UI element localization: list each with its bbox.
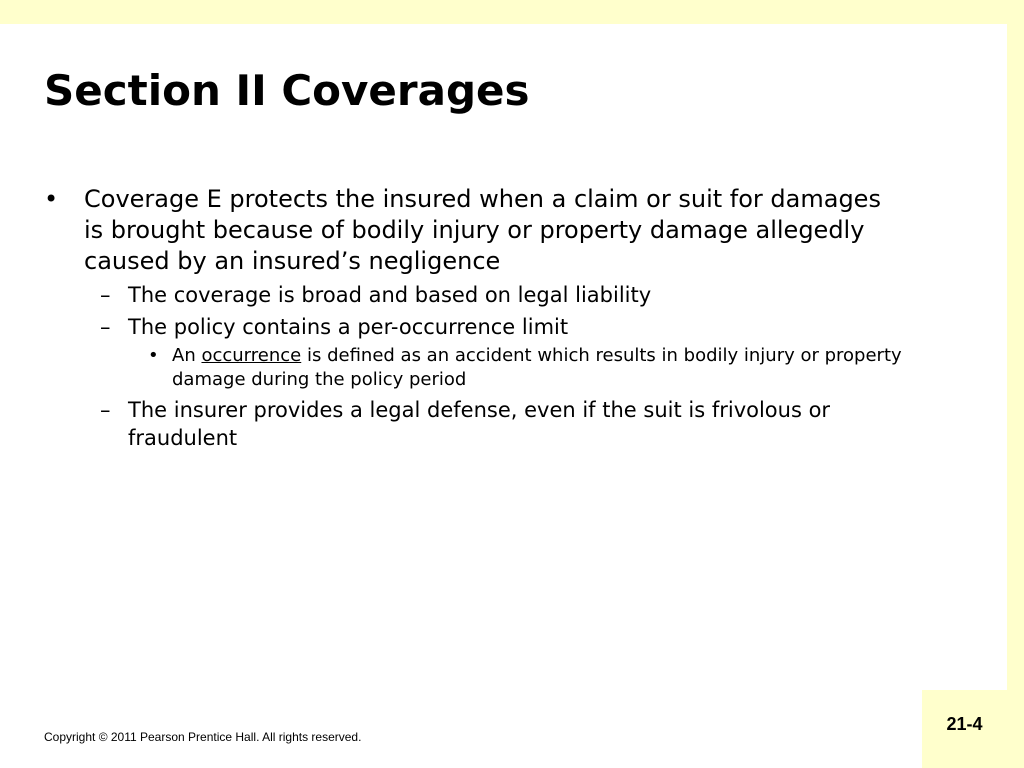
- subbullet-text: The coverage is broad and based on legal liability: [128, 283, 652, 307]
- bullet-coverage-e: [44, 184, 902, 277]
- subbullet-legal-defense: [44, 396, 902, 452]
- bullet-text: Coverage E protects the insured when a claim or suit for damages is brought because of bodily injury or property damage allegedly caused by an insured’s negligence: [84, 185, 881, 275]
- page-number-badge: [922, 690, 1024, 768]
- subbullet-text: The policy contains a per-occurrence limit: [128, 315, 569, 339]
- subbullet-broad-coverage: [44, 281, 902, 309]
- definition-prefix: An: [172, 345, 196, 366]
- page-number: 21-4: [946, 714, 983, 734]
- slide-body: [44, 184, 902, 452]
- dash-marker: –: [100, 283, 111, 307]
- definition-text: is defined as an accident which results in bodily injury or property damage during the policy period: [172, 345, 902, 390]
- subbullet-text: The insurer provides a legal defense, even if the suit is frivolous or fraudulent: [128, 398, 831, 450]
- slide-frame-right: [1007, 0, 1024, 768]
- subbullet-per-occurrence-limit: [44, 313, 902, 341]
- slide-title: Section II Coverages: [44, 66, 530, 115]
- copyright-footer: Copyright © 2011 Pearson Prentice Hall. All rights reserved.: [44, 730, 362, 744]
- defined-term: occurrence: [201, 345, 302, 366]
- bullet-marker: •: [148, 345, 159, 366]
- dash-marker: –: [100, 398, 111, 422]
- dash-marker: –: [100, 315, 111, 339]
- subsubbullet-occurrence-definition: [44, 344, 902, 392]
- bullet-marker: •: [44, 185, 59, 213]
- slide-frame-top: [0, 0, 1024, 24]
